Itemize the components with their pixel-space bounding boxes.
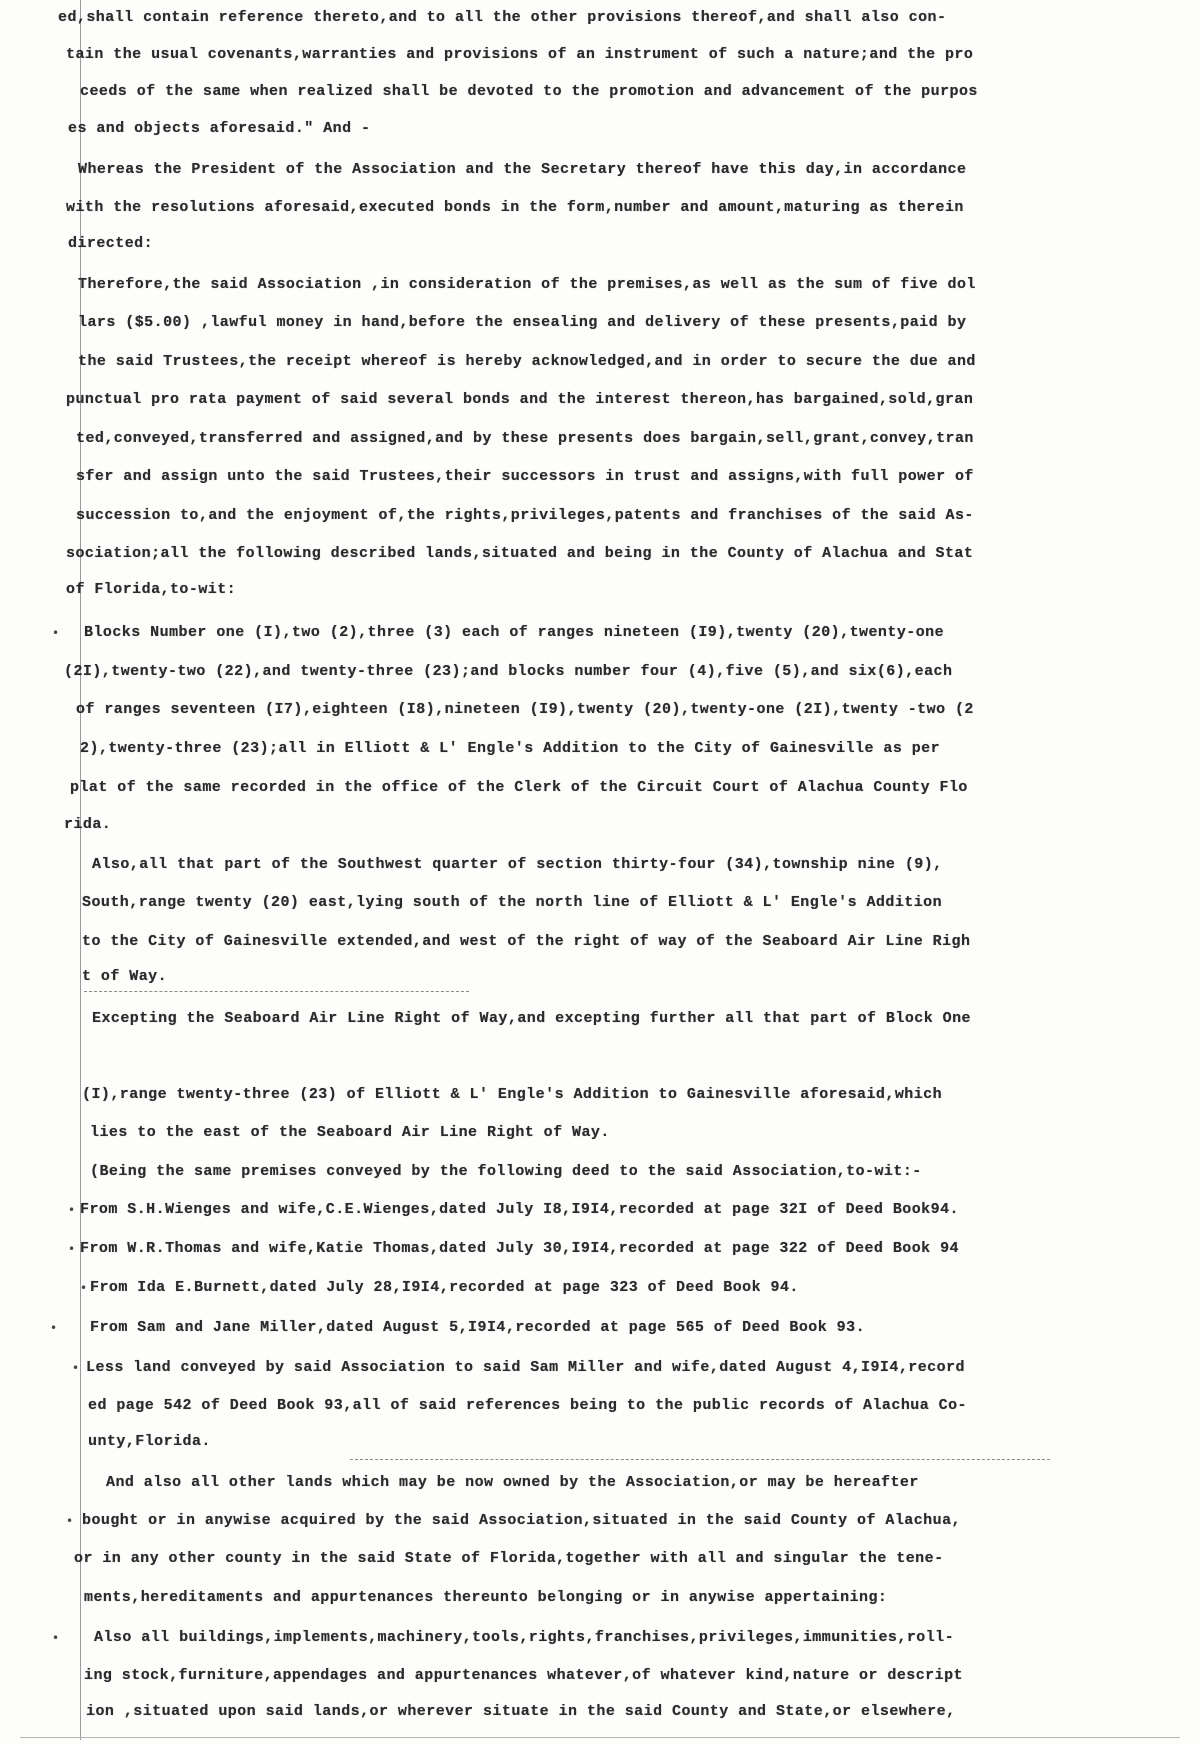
text-line: ed,shall contain reference thereto,and to all the other provisions thereof,and shall also con-	[58, 9, 947, 26]
text-line: sfer and assign unto the said Trustees,their successors in trust and assigns,with full power of	[76, 468, 974, 485]
text-line: Also all buildings,implements,machinery,tools,rights,franchises,privileges,immunities,roll-	[94, 1629, 955, 1646]
bullet-mark: •	[80, 1281, 88, 1295]
text-line: ing stock,furniture,appendages and appurtenances whatever,of whatever kind,nature or descript	[84, 1667, 963, 1684]
page-bottom-edge	[20, 1737, 1180, 1738]
bullet-mark: •	[50, 1321, 58, 1335]
text-line: unty,Florida.	[88, 1433, 211, 1450]
text-line: (Being the same premises conveyed by the following deed to the said Association,to-wit:-	[90, 1163, 922, 1180]
text-line: directed:	[68, 235, 154, 252]
text-line: ments,hereditaments and appurtenances thereunto belonging or in anywise appertaining:	[84, 1589, 888, 1606]
text-line: to the City of Gainesville extended,and west of the right of way of the Seaboard Air Line Righ	[82, 933, 971, 950]
text-line: Therefore,the said Association ,in consideration of the premises,as well as the sum of five dol	[78, 276, 976, 293]
text-line: or in any other county in the said State of Florida,together with all and singular the tene-	[74, 1550, 944, 1567]
text-line: ed page 542 of Deed Book 93,all of said references being to the public records of Alachua Co-	[88, 1397, 967, 1414]
bullet-mark: •	[66, 1514, 74, 1528]
text-line: rida.	[64, 816, 112, 833]
text-line: From S.H.Wienges and wife,C.E.Wienges,dated July I8,I9I4,recorded at page 32I of Deed Book94.	[80, 1201, 959, 1218]
text-line: Less land conveyed by said Association to said Sam Miller and wife,dated August 4,I9I4,record	[86, 1359, 965, 1376]
text-line: t of Way.	[82, 968, 168, 985]
left-margin-rule	[80, 0, 81, 1740]
text-line: (I),range twenty-three (23) of Elliott & L' Engle's Addition to Gainesville aforesaid,which	[82, 1086, 943, 1103]
text-line: Also,all that part of the Southwest quarter of section thirty-four (34),township nine (9),	[92, 856, 943, 873]
text-line: (2I),twenty-two (22),and twenty-three (23);and blocks number four (4),five (5),and six(6),each	[64, 663, 953, 680]
text-line: Excepting the Seaboard Air Line Right of Way,and excepting further all that part of Block One	[92, 1010, 971, 1027]
text-line: ted,conveyed,transferred and assigned,and by these presents does bargain,sell,grant,convey,tran	[76, 430, 974, 447]
bullet-mark: •	[68, 1203, 76, 1217]
text-line: es and objects aforesaid." And -	[68, 120, 371, 137]
text-line: succession to,and the enjoyment of,the rights,privileges,patents and franchises of the said As-	[76, 507, 974, 524]
text-line: ceeds of the same when realized shall be devoted to the promotion and advancement of the purpos	[80, 83, 978, 100]
text-line: And also all other lands which may be now owned by the Association,or may be hereafter	[106, 1474, 919, 1491]
text-line: lars ($5.00) ,lawful money in hand,before the ensealing and delivery of these presents,paid by	[78, 314, 967, 331]
text-line: South,range twenty (20) east,lying south of the north line of Elliott & L' Engle's Addition	[82, 894, 943, 911]
text-line: of Florida,to-wit:	[66, 581, 237, 598]
text-line: bought or in anywise acquired by the said Association,situated in the said County of Alachua,	[82, 1512, 961, 1529]
text-line: ion ,situated upon said lands,or wherever situate in the said County and State,or elsewhere,	[86, 1703, 956, 1720]
text-line: Blocks Number one (I),two (2),three (3) each of ranges nineteen (I9),twenty (20),twenty-one	[84, 624, 945, 641]
text-line: From Ida E.Burnett,dated July 28,I9I4,recorded at page 323 of Deed Book 94.	[90, 1279, 799, 1296]
text-line: the said Trustees,the receipt whereof is hereby acknowledged,and in order to secure the due and	[78, 353, 976, 370]
text-line: Whereas the President of the Association and the Secretary thereof have this day,in accordance	[78, 161, 967, 178]
bullet-mark: •	[52, 1631, 60, 1645]
text-line: From W.R.Thomas and wife,Katie Thomas,dated July 30,I9I4,recorded at page 322 of Deed Book 94	[80, 1240, 959, 1257]
text-line: plat of the same recorded in the office of the Clerk of the Circuit Court of Alachua County Flo	[70, 779, 968, 796]
text-line: lies to the east of the Seaboard Air Line Right of Way.	[90, 1124, 610, 1141]
bullet-mark: •	[52, 626, 60, 640]
text-line: tain the usual covenants,warranties and provisions of an instrument of such a nature;and the pro	[66, 46, 974, 63]
text-line: with the resolutions aforesaid,executed bonds in the form,number and amount,maturing as therein	[66, 199, 964, 216]
bullet-mark: •	[68, 1242, 76, 1256]
underline-mark	[84, 991, 469, 993]
text-line: punctual pro rata payment of said several bonds and the interest thereon,has bargained,sold,gran	[66, 391, 974, 408]
underline-mark	[350, 1459, 1050, 1461]
text-line: From Sam and Jane Miller,dated August 5,I9I4,recorded at page 565 of Deed Book 93.	[90, 1319, 866, 1336]
text-line: 2),twenty-three (23);all in Elliott & L' Engle's Addition to the City of Gainesville as per	[80, 740, 941, 757]
bullet-mark: •	[72, 1361, 80, 1375]
text-line: of ranges seventeen (I7),eighteen (I8),nineteen (I9),twenty (20),twenty-one (2I),twenty -two (2	[76, 701, 974, 718]
text-line: sociation;all the following described lands,situated and being in the County of Alachua and Stat	[66, 545, 974, 562]
